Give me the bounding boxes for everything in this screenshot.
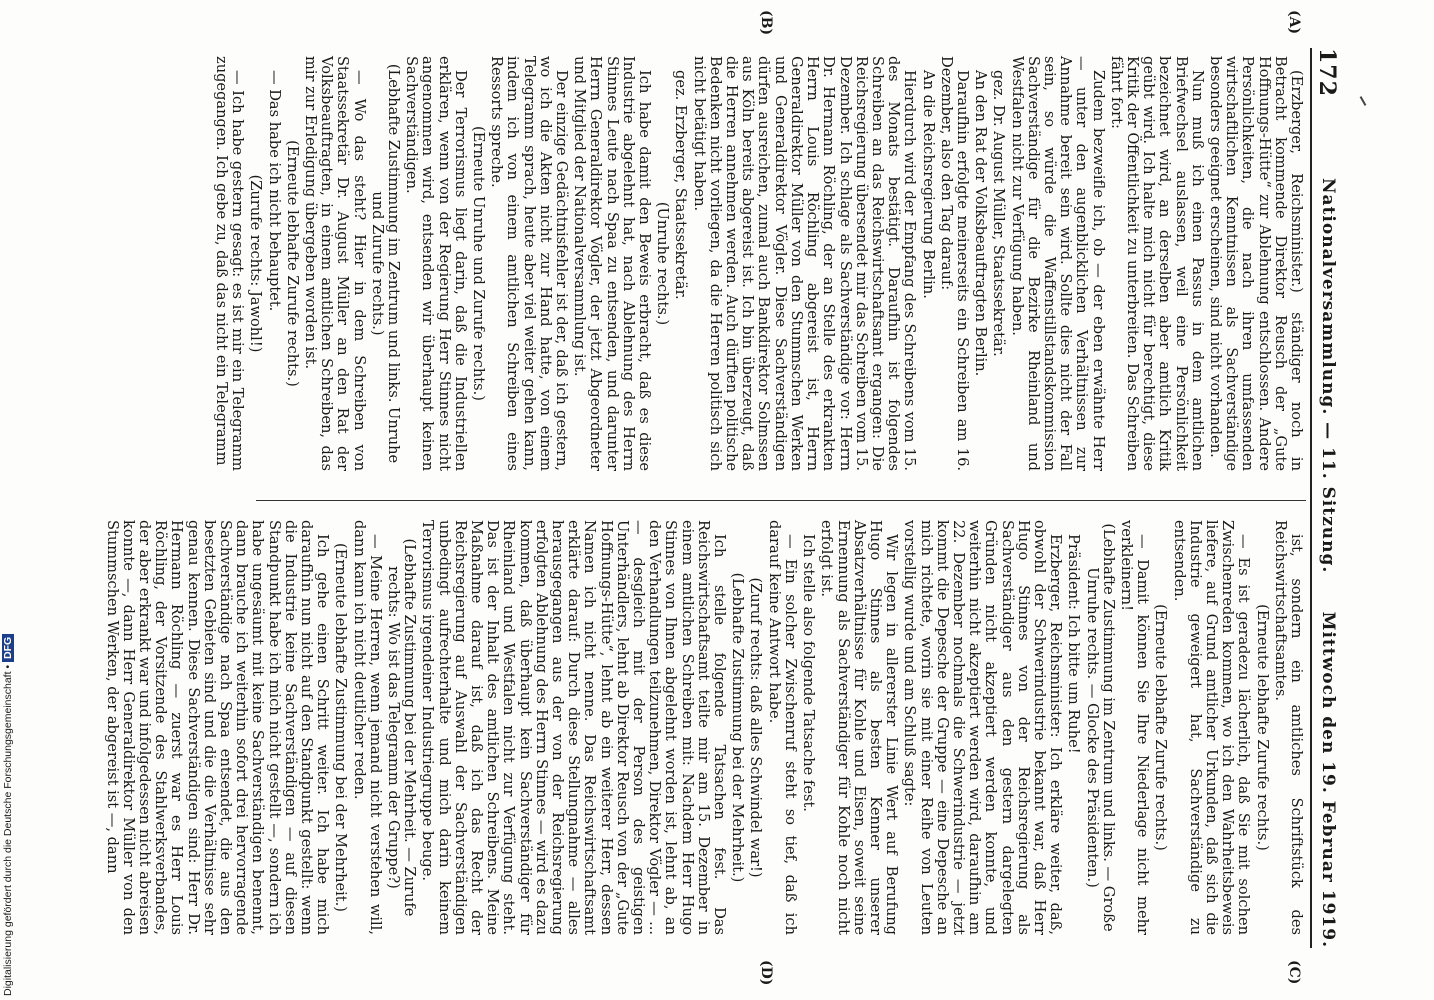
right-paragraph: (Lebhafte Zustimmung bei der Mehrheit.) — [729, 572, 747, 883]
right-column — [103, 520, 1305, 935]
dfg-logo: DFG — [2, 634, 14, 662]
page-title: Nationalversammlung. — 11. Sitzung. — [1318, 178, 1338, 574]
left-paragraph: (Erneute Unruhe und Zurufe rechts.) — [470, 126, 488, 401]
left-paragraph: Ich habe damit den Beweis erbracht, daß es diese Industrie abgelehnt hat, nach Ablehnung des Herrn Stinnes Leute nach Spaa zu entsenden, und darunter Herrn Generaldirektor Vögler, der jetzt Abgeordneter und Mitglied der Nationalversammlung ist. — [571, 56, 654, 471]
right-paragraph: Wir legen in allererster Linie Wert auf Berufung Hugo Stinnes als besten Kenner unserer Absatzverhältnisse für Kohle und Eisen, soweit seine Ernennung als Sachverständiger für Kohle noch nicht erfolgt ist. — [818, 520, 901, 935]
right-paragraph: — Meine Herren, wenn jemand nicht verstehen will, dann kann ich nicht deutlicher reden. — [350, 520, 384, 935]
left-paragraph: — Das habe ich nicht behauptet. — [265, 70, 283, 312]
left-paragraph: (Erzberger, Reichsminister.) ständiger noch in Betracht kommende Direktor Reusch der „Gute Hoffnungs-Hütte“ zur Ablehnung entschlossen. Andere Persönlichkeiten, die nach ihren umfassenden wirtschaftlichen Kenntnissen als Sachverständige besonders geeignet erscheinen, sind nicht vorhanden. — [1206, 56, 1305, 471]
session-date: Mittwoch den 19. Februar 1919. — [1318, 611, 1338, 948]
right-paragraph: (Lebhafte Zustimmung im Zentrum und links. — Große Unruhe rechts. — Glocke des Präsidenten.) — [1083, 523, 1117, 932]
left-paragraph: Der Terrorismus liegt darin, daß die Industriellen erklären, wenn von der Regierung Herr Stinnes nicht angenommen wird, entsenden wir überhaupt keinen Sachverständigen. — [403, 56, 469, 471]
margin-marker-d: (D) — [758, 960, 774, 986]
left-paragraph: An den Rat der Volksbeauftragten Berlin. — [972, 70, 990, 377]
right-paragraph: — Es ist geradezu lächerlich, daß Sie mit solchen Zwischenreden kommen, wo ich den Wahrheitsbeweis liefere, auf Grund amtlicher Urkunden, daß sich die Industrie geweigert hat, Sachverständige zu entsenden. — [1170, 520, 1253, 935]
footer-strip — [0, 0, 20, 1000]
right-paragraph: Erzberger, Reichsminister: Ich erkläre weiter, daß, obwohl der Schwerindustrie bekannt war, daß Herr Hugo Stinnes von der Reichsregierung als Sachverständiger aus den gestern dargelegten Gründen nicht akzeptiert werden konnte, und weiterhin nicht akzeptiert werden wird, daraufhin am 22. Dezember nochmals die Schwerindustrie — jetzt kommt die Depesche der Gruppe — eine Depesche an mich richtete, worin sie mit einer Reihe von Leuten vorstellig wurde und am Schluß sagte: — [901, 520, 1065, 935]
right-paragraph: — Ein solcher Zwischenruf steht so tief, daß ich darauf keine Antwort habe. — [765, 520, 799, 935]
right-paragraph: (Lebhafte Zustimmung bei der Mehrheit. — Zurufe rechts: Wo ist das Telegramm der Gruppe?) — [385, 538, 419, 917]
left-paragraph: — Wo das steht? Hier in dem Schreiben von Staatssekretär Dr. August Müller an den Rat der Volksbeauftragten, in einem amtlichen Schreiben, das mir zur Erledigung übergeben worden ist. — [302, 56, 368, 471]
left-paragraph: Der einzige Gedächtnisfehler ist der, daß ich gestern, wo ich die Akten nicht zur Hand hatte, von einem Telegramm sprach, heute aber viel weiter gehen kann, indem ich von einem amtlichen Schreiben eines Ressorts spreche. — [488, 56, 571, 471]
right-paragraph: ist, sondern ein amtliches Schriftstück des Reichswirtschaftsamtes. — [1271, 520, 1305, 935]
right-paragraph: (Erneute lebhafte Zustimmung bei der Mehrheit.) — [332, 543, 350, 912]
right-paragraph: Ich stelle also folgende Tatsache fest. — [800, 534, 818, 812]
left-column — [213, 56, 1305, 471]
right-paragraph: — Damit können Sie Ihre Niederlage nicht mehr verkleinern! — [1117, 520, 1152, 935]
left-paragraph: Hierdurch wird der Empfang des Schreibens vom 15. des Monats bestätigt. Daraufhin ist folgendes Schreiben an das Reichswirtschaftsamt ergangen: Die Reichsregierung übersendet mir das Schreiben vom 15. Dezember. Ich schlage als Sachverständige vor: Herrn Dr. Hermann Röchling, der an Stelle des erkrankten Herrn Louis Röchling abgereist ist, Herrn Generaldirektor Müller von den Stummschen Werken und Generaldirektor Vögler. Diese Sachverständigen dürfen ausreichen, zumal auch Bankdirektor Solmssen aus Köln bereits abgereist ist. Ich bin überzeugt, daß die Herren annehmen werden. Auch dürften politische Bedenken nicht vorliegen, da die Herren politisch sich nicht betätigt haben. — [690, 56, 919, 471]
page-number: 172 — [1314, 48, 1340, 97]
column-divider — [256, 500, 1306, 501]
margin-marker-c: (C) — [1286, 960, 1302, 985]
left-paragraph: Nun muß ich einen Passus in dem amtlichen Briefwechsel auslassen, weil eine Persönlichkeit bezeichnet wird, an derselben aber amtlich Kritik geübt wird. Ich halte mich nicht für berechtigt, diese Kritik der Öffentlichkeit zu unterbreiten. Das Schreiben fährt fort: — [1107, 56, 1206, 471]
margin-marker-b: (B) — [758, 10, 774, 36]
left-paragraph: An die Reichsregierung Berlin. — [919, 70, 937, 299]
left-paragraph: (Zurufe rechts: Jawohl!) — [247, 174, 265, 353]
left-paragraph: gez. Dr. August Müller, Staatssekretär. — [990, 70, 1008, 357]
left-paragraph: Zudem bezweifle ich, ob — der eben erwähnte Herr — unter den augenblicklichen Verhältnissen zur Annahme bereit sein wird. Sollte dies nicht der Fall sein, so würde die Waffenstillstandskommission Sachverständige für die Bezirke Rheinland und Westfalen nicht zur Verfügung haben. — [1008, 56, 1107, 471]
right-paragraph: (Erneute lebhafte Zurufe rechts.) — [1152, 604, 1170, 851]
scan-mark — [1360, 96, 1367, 106]
digitization-credit: Digitalisierung gefördert durch die Deutsche Forschungsgemeinschaft • — [2, 664, 14, 996]
right-paragraph: (Erneute lebhafte Zurufe rechts.) — [1253, 604, 1271, 851]
left-paragraph: gez. Erzberger, Staatssekretär. — [672, 70, 690, 300]
left-paragraph: Daraufhin erfolgte meinerseits ein Schreiben am 16. Dezember, also den Tag darauf: — [937, 56, 971, 471]
right-paragraph: (Zuruf rechts: daß alles Schwindel war!) — [747, 577, 765, 878]
left-paragraph: (Unruhe rechts.) — [654, 201, 672, 326]
margin-marker-a: (A) — [1286, 10, 1302, 35]
left-paragraph: (Erneute lebhafte Zurufe rechts.) — [283, 140, 301, 387]
right-paragraph: Ich gehe einen Schritt weiter. Ich habe mich daraufhin nun nicht auf den Standpunkt gestellt: wenn die Industrie keine Sachverständigen — auf diesen Standpunkt habe ich mich nicht gestellt —, sondern ich habe ungesäumt mit keine Sachverständigen benennt, dann brauche ich weiterhin sofort drei hervorragende Sachverständige nach Spaa entsendet, die aus den besetzten Gebieten sind und die die Verhältnisse sehr genau kennen. Diese Sachverständigen sind: Herr Dr. Hermann Röchling — zuerst war es Herr Louis Röchling, der Vorsitzende des Stahlwerksverbandes, der aber erkrankt war und infolgedessen nicht abreisen konnte —, dann Herr Generaldirektor Müller von den Stummschen Werken, der abgereist ist —, dann — [103, 520, 332, 935]
right-paragraph: Ich stelle folgende Tatsachen fest. Das Reichswirtschaftsamt teilte mir am 15. Dezember in einem amtlichen Schreiben mit: Nachdem Herr Hugo Stinnes von Ihnen abgelehnt worden ist, lehnt ab, an den Verhandlungen teilzunehmen, Direktor Vögler — ... — desgleich mit der Person des geistigen Unterhändlers, lehnt ab Direktor Reusch von der „Gute Hoffnungs-Hütte“, lehnt ab ein weiterer Herr, dessen Namen ich nicht nenne. Das Reichswirtschaftsamt erklärte darauf: Durch diese Stellungnahme — alles herausgegangen aus der von der Reichsregierung erfolgten Ablehnung des Herrn Stinnes — wird es dazu kommen, daß überhaupt kein Sachverständiger für Rheinland und Westfalen nicht zur Verfügung steht. Das ist der Inhalt des amtlichen Schreibens. Meine Maßnahme darauf ist, daß ich das Recht der Reichsregierung auf Auswahl der Sachverständigen unbedingt aufrechterhalte und mich darin keinem Terrorismus irgendeiner Industriegruppe beuge. — [419, 520, 729, 935]
left-paragraph: (Lebhafte Zustimmung im Zentrum und links. Unruhe und Zurufe rechts.) — [368, 63, 403, 464]
left-paragraph: — Ich habe gestern gesagt: es ist mir ein Telegramm zugegangen. Ich gebe zu, daß das nicht ein Telegramm — [213, 56, 247, 471]
page-header — [1310, 48, 1342, 948]
right-paragraph: Präsident: Ich bitte um Ruhe! — [1065, 534, 1083, 754]
